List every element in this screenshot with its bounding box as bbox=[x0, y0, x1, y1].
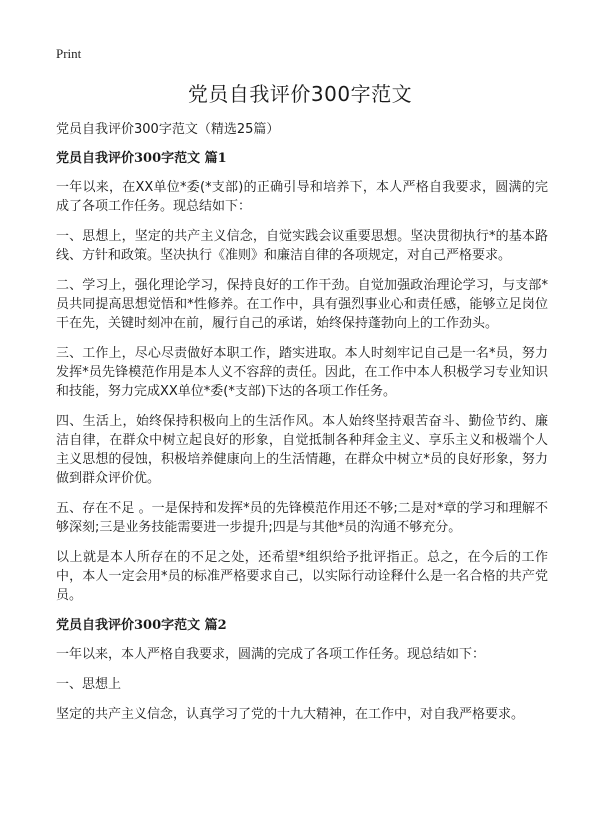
paragraph: 以上就是本人所存在的不足之处，还希望*组织给予批评指正。总之，在今后的工作中，本人一定会用*员的标准严格要求自己，以实际行动诠释什么是一名合格的共产党员。 bbox=[56, 550, 548, 603]
paragraph: 一、思想上 bbox=[56, 677, 122, 692]
paragraph: 二、学习上，强化理论学习，保持良好的工作干劲。自觉加强政治理论学习，与支部*员共同提高思想觉悟和*性修养。在工作中，具有强烈事业心和责任感，能够立足岗位干在先，关键时刻冲在前，履行自己的承诺，始终保持蓬勃向上的工作劲头。 bbox=[56, 278, 548, 331]
document-subtitle: 党员自我评价300字范文（精选25篇） bbox=[56, 122, 280, 137]
article-section-2 bbox=[56, 616, 548, 724]
paragraph: 四、生活上，始终保持积极向上的生活作风。本人始终坚持艰苦奋斗、勤俭节约、廉洁自律，在群众中树立起良好的形象，自觉抵制各种拜金主义、享乐主义和极端个人主义思想的侵蚀，积极培养健康向上的生活情趣，在群众中树立*员的良好形象，努力做到群众评价优。 bbox=[56, 414, 548, 486]
paragraph: 一年以来，本人严格自我要求，圆满的完成了各项工作任务。现总结如下： bbox=[56, 647, 486, 662]
article-section-1 bbox=[56, 149, 548, 605]
paragraph: 五、存在不足 。一是保持和发挥*员的先锋模范作用还不够;二是对*章的学习和理解不够深刻;三是业务技能需要进一步提升;四是与其他*员的沟通不够充分。 bbox=[56, 501, 548, 535]
section-heading: 党员自我评价300字范文 篇2 bbox=[56, 618, 227, 633]
section-heading: 党员自我评价300字范文 篇1 bbox=[56, 151, 227, 166]
paragraph: 三、工作上，尽心尽责做好本职工作，踏实进取。本人时刻牢记自己是一名*员，努力发挥*员先锋模范作用是本人义不容辞的责任。因此，在工作中本人积极学习专业知识和技能，努力完成XX单位*委(*支部)下达的各项工作任务。 bbox=[56, 346, 548, 399]
print-link[interactable]: Print bbox=[56, 46, 82, 61]
paragraph: 一年以来，在XX单位*委(*支部)的正确引导和培养下，本人严格自我要求，圆满的完成了各项工作任务。现总结如下： bbox=[56, 180, 548, 214]
paragraph: 一、思想上，坚定的共产主义信念，自觉实践会议重要思想。坚决贯彻执行*的基本路线、方针和政策。坚决执行《准则》和廉洁自律的各项规定，对自己严格要求。 bbox=[56, 229, 548, 263]
document-body bbox=[56, 120, 548, 735]
document-title: 党员自我评价300字范文 bbox=[187, 82, 413, 106]
paragraph: 坚定的共产主义信念，认真学习了党的十九大精神，在工作中，对自我严格要求。 bbox=[56, 707, 525, 722]
